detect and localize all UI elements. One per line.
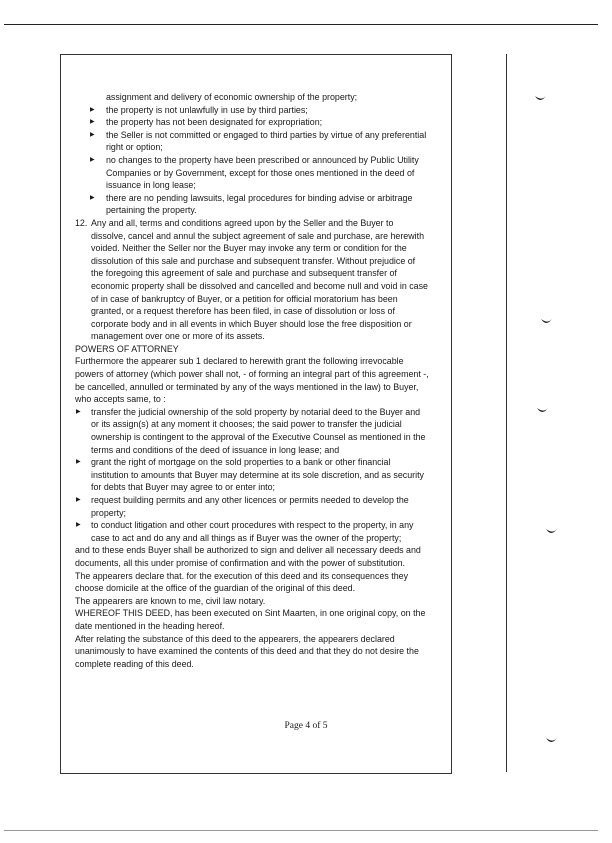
text-line: The appearers declare that. for the execution of this deed and its consequences they [75,570,409,581]
bullet-icon: ▶ [76,522,81,529]
text-line: voided. Neither the Seller nor the Buyer may invoke any term or condition for the [91,243,407,254]
bullet-item: ▶ grant the right of mortgage on the sold properties to a bank or other financial [76,457,391,468]
section-heading: POWERS OF ATTORNEY [75,343,179,354]
text-line: issuance in long lease; [106,180,196,191]
text-line: corporate body and in all events in which Buyer should lose the free disposition or [91,318,412,329]
bullet-item: ▶ the property has not been designated for expropriation; [90,117,323,128]
bullet-item: ▶ the Seller is not committed or engaged to third parties by virtue of any preferential [90,129,427,140]
punch-hole-icon [545,526,559,536]
text-line: property; [91,507,127,518]
text-line: unanimously to have examined the contents of this deed and that they do not desire the [75,646,419,657]
punch-hole-icon [534,93,548,103]
text-line: terms and conditions of the deed of issuance in long lease; and [91,444,340,455]
text-line: management over one or more of its assets. [91,331,265,342]
punch-hole-icon [545,735,559,745]
punch-hole-icon [536,405,550,415]
text-line: Companies or by Government, except for those ones mentioned in the deed of [106,167,415,178]
punch-hole-icon [540,316,554,326]
bullet-item: ▶ the property is not unlawfully in use by third parties; [90,104,308,115]
text-line: assignment and delivery of economic ownership of the property; [106,92,358,102]
page-number: Page 4 of 5 [284,721,328,731]
text-line: Furthermore the appearer sub 1 declared to herewith grant the following irrevocable [75,356,404,367]
text-line: the foregoing this agreement of sale and purchase and subsequent transfer of [91,268,397,279]
text-line: for debts that Buyer may agree to or enter into; [91,482,276,493]
bottom-rule [4,830,598,831]
text-line: case to act and do any and all things as if Buyer was the owner of the property; [91,532,402,543]
text-line: who accepts same, to : [75,394,166,405]
bullet-item: ▶ there are no pending lawsuits, legal procedures for binding advise or arbitrage [90,192,413,203]
top-rule [4,24,598,25]
numbered-clause-12: 12. Any and all, terms and conditions agreed upon by the Seller and the Buyer to [75,217,394,228]
text-line: of in case of bankruptcy of Buyer, or a petition for official moratorium has been [91,293,398,304]
bullet-icon: ▶ [76,459,81,466]
bullet-icon: ▶ [76,408,81,415]
text-line: economic property shall be dissolved and cancelled and become null and void in case [91,280,428,291]
text-line: date mentioned in the heading hereof. [75,620,225,631]
text-line: granted, or a request therefore has been filed, in case of dissolution or loss of [91,306,395,317]
text-line: institution to amounts that Buyer may determine at its sole discretion, and as security [91,469,424,480]
bullet-icon: ▶ [90,106,95,113]
text-line: choose domicile at the office of the guardian of the original of this deed. [75,583,356,594]
text-line: ownership is contingent to the approval of the Executive Counsel as mentioned in the [91,432,426,443]
text-line: and to these ends Buyer shall be authorized to sign and deliver all necessary deeds and [75,545,421,556]
bullet-icon: ▶ [90,131,95,138]
bullet-item: ▶ no changes to the property have been prescribed or announced by Public Utility [90,154,419,165]
text-line: right or option; [106,142,163,153]
text-line: dissolve, cancel and annul the subject agreement of sale and purchase, are herewith [91,230,425,241]
clause-number: 12. [75,217,88,228]
right-margin-rule [506,54,507,772]
bullet-icon: ▶ [90,119,95,126]
text-line: After relating the substance of this deed to the appearers, the appearers declared [75,633,395,644]
bullet-icon: ▶ [90,156,95,163]
text-line: powers of attorney (which power shall not, - of forming an integral part of this agreement -, [75,369,429,380]
bullet-item: ▶ to conduct litigation and other court procedures with respect to the property, in any [76,520,414,531]
text-line: be cancelled, annulled or terminated by any of the ways mentioned in the law) to Buyer, [75,381,419,392]
text-line: WHEREOF THIS DEED, has been executed on Sint Maarten, in one original copy, on the [75,608,426,619]
bullet-icon: ▶ [76,497,81,503]
bullet-icon: ▶ [90,194,95,201]
text-line: pertaining the property. [106,205,197,216]
bullet-item: ▶ transfer the judicial ownership of the sold property by notarial deed to the Buyer and [76,406,421,417]
bullet-item: ▶ request building permits and any other licences or permits needed to develop the [76,495,409,505]
text-line: complete reading of this deed. [75,658,194,669]
text-line: documents, all this under promise of confirmation and with the power of substitution. [75,557,406,568]
text-line: The appearers are known to me, civil law notary. [75,595,266,606]
text-line: or its assign(s) at any moment it chooses; the said power to transfer the judicial [91,419,402,430]
deed-body [75,91,435,670]
text-line: dissolution of this sale and purchase and subsequent transfer. Without prejudice of [91,255,416,266]
